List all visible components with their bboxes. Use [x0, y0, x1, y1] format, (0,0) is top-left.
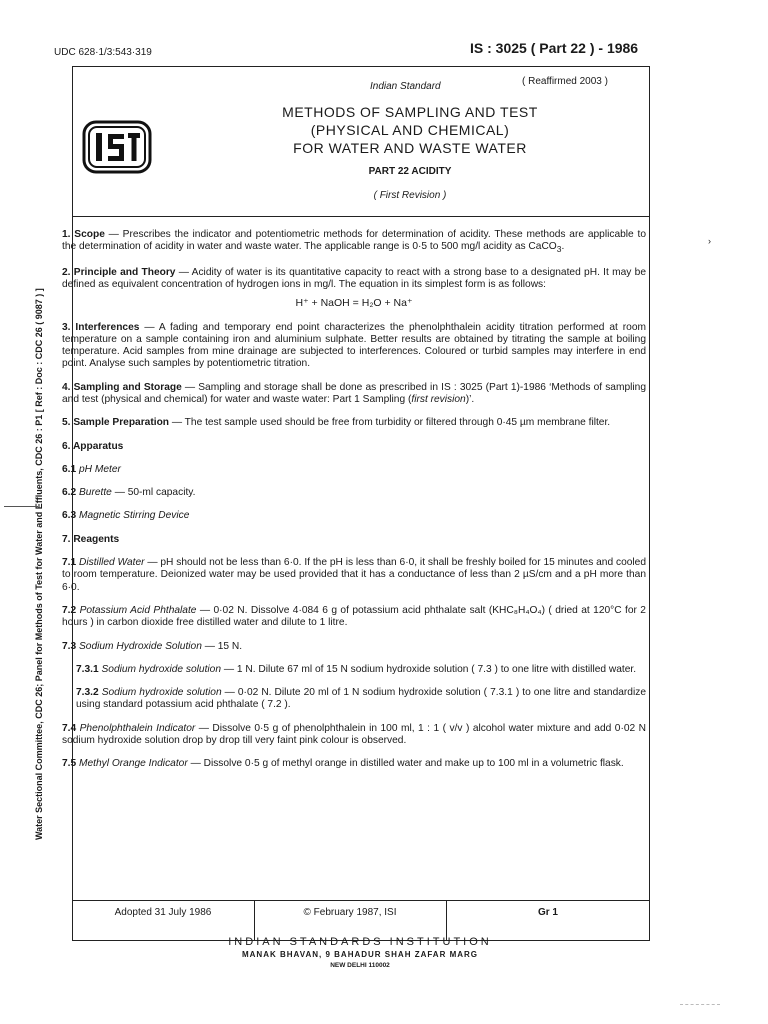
institution-city: NEW DELHI 110002 [330, 962, 390, 969]
indian-standard-label: Indian Standard [370, 81, 441, 92]
item-7-5: 7.5 Methyl Orange Indicator — Dissolve 0·5 g of methyl orange in distilled water and make up to 100 ml in a volumetric flask. [62, 758, 624, 770]
item-6-3: 6.3 Magnetic Stirring Device [62, 510, 190, 522]
item-6-1: 6.1 pH Meter [62, 463, 121, 475]
section-apparatus: 6. Apparatus [62, 440, 124, 452]
standard-number: IS : 3025 ( Part 22 ) - 1986 [470, 40, 639, 56]
section-scope: 1. Scope — Prescribes the indicator and potentiometric methods for determination of acidity. These methods are applicable to the determination of acidity in water and waste water. The applicable range is 0·5 to 500 mg/l acidity as CaCO$_3$. [62, 229, 647, 255]
reaction-equation: H⁺ + NaOH = H₂O + Na⁺ [295, 297, 413, 310]
institution-name: INDIAN STANDARDS INSTITUTION [228, 936, 492, 948]
item-7-2: 7.2 Potassium Acid Phthalate — 0·02 N. Dissolve 4·084 6 g of potassium acid phthalate salt (KHC₈H₄O₄) ( dried at 120°C for 2 hours ) in carbon dioxide free distilled water and dilute to 1 litre. [62, 604, 646, 629]
item-7-1: 7.1 Distilled Water — pH should not be less than 6·0. If the pH is less than 6·0, it shall be freshly boiled for 15 minutes and cooled to room temperature. Deionized water may be used provided that it has a conductance of less than 2 µS/cm and a pH more than 6·0. [62, 557, 647, 593]
reaffirmed-note: ( Reaffirmed 2003 ) [522, 76, 608, 87]
document-body [62, 229, 646, 782]
corner-mark [680, 1004, 720, 1005]
item-7-3: 7.3 Sodium Hydroxide Solution — 15 N. [62, 640, 243, 652]
udc-code: UDC 628·1/3:543·319 [54, 47, 152, 58]
margin-mark [4, 506, 38, 507]
footer-divider [72, 900, 650, 901]
section-principle: 2. Principle and Theory — Acidity of water is its quantitative capacity to react with a strong base to a designated pH. It may be defined as equivalent concentration of hydrogen ions in mg/l. The equation in its simplest form is as follows: [62, 266, 647, 290]
stray-mark: › [708, 236, 711, 246]
item-7-4: 7.4 Phenolphthalein Indicator — Dissolve 0·5 g of phenolphthalein in 100 ml, 1 : 1 ( v/v ) alcohol water mixture and add 0·02 N sodium hydroxide solution drop by drop till very faint pink colour is observed. [62, 722, 646, 747]
title-line-2: (PHYSICAL AND CHEMICAL) [310, 122, 510, 138]
section-sample-preparation: 5. Sample Preparation — The test sample used should be free from turbidity or filtered through 0·45 µm membrane filter. [62, 417, 611, 429]
title-line-3: FOR WATER AND WASTE WATER [293, 140, 527, 156]
part-heading: PART 22 ACIDITY [368, 166, 452, 177]
price-group: Gr 1 [537, 907, 558, 918]
item-6-2: 6.2 Burette — 50-ml capacity. [62, 487, 196, 499]
section-interferences: 3. Interferences — A fading and temporary end point characterizes the phenolphthalein acidity titration performed at room temperature on a sample containing iron and aluminium sulphate. Better results are obtained by titrating the sample at boiling temperature. Acid samples from mine drainage are subjected to interferences. Coloured or turbid samples may interfere in end point. Analyse such samples by potentiometric titration. [62, 321, 646, 370]
isi-logo [82, 120, 152, 174]
item-7-3-2: 7.3.2 Sodium hydroxide solution — 0·02 N. Dilute 20 ml of 1 N sodium hydroxide solution ( 7.3.1 ) to one litre and standardize using standard potassium acid phthalate ( 7.2 ). [76, 687, 646, 711]
section-sampling: 4. Sampling and Storage — Sampling and storage shall be done as prescribed in IS : 3025 (Part 1)-1986 ‘Methods of sampling and test (physical and chemical) for water and waste water: Part 1 Sampling (first revision)’. [62, 381, 646, 405]
committee-sidebar: Water Sectional Committee, CDC 26; Panel for Methods of Test for Water and Effluents, CDC 26 : P1 [ Ref : Doc : CDC 26 ( 9087 ) ] [34, 288, 44, 840]
copyright-notice: © February 1987, ISI [303, 907, 397, 918]
title-line-1: METHODS OF SAMPLING AND TEST [282, 104, 538, 120]
header-divider [72, 216, 650, 217]
item-7-3-1: 7.3.1 Sodium hydroxide solution — 1 N. Dilute 67 ml of 15 N sodium hydroxide solution ( 7.3 ) to one litre with distilled water. [76, 663, 637, 675]
revision-note: ( First Revision ) [373, 190, 447, 201]
institution-address: MANAK BHAVAN, 9 BAHADUR SHAH ZAFAR MARG [241, 950, 479, 959]
section-reagents: 7. Reagents [62, 533, 120, 545]
adopted-date: Adopted 31 July 1986 [114, 907, 212, 918]
